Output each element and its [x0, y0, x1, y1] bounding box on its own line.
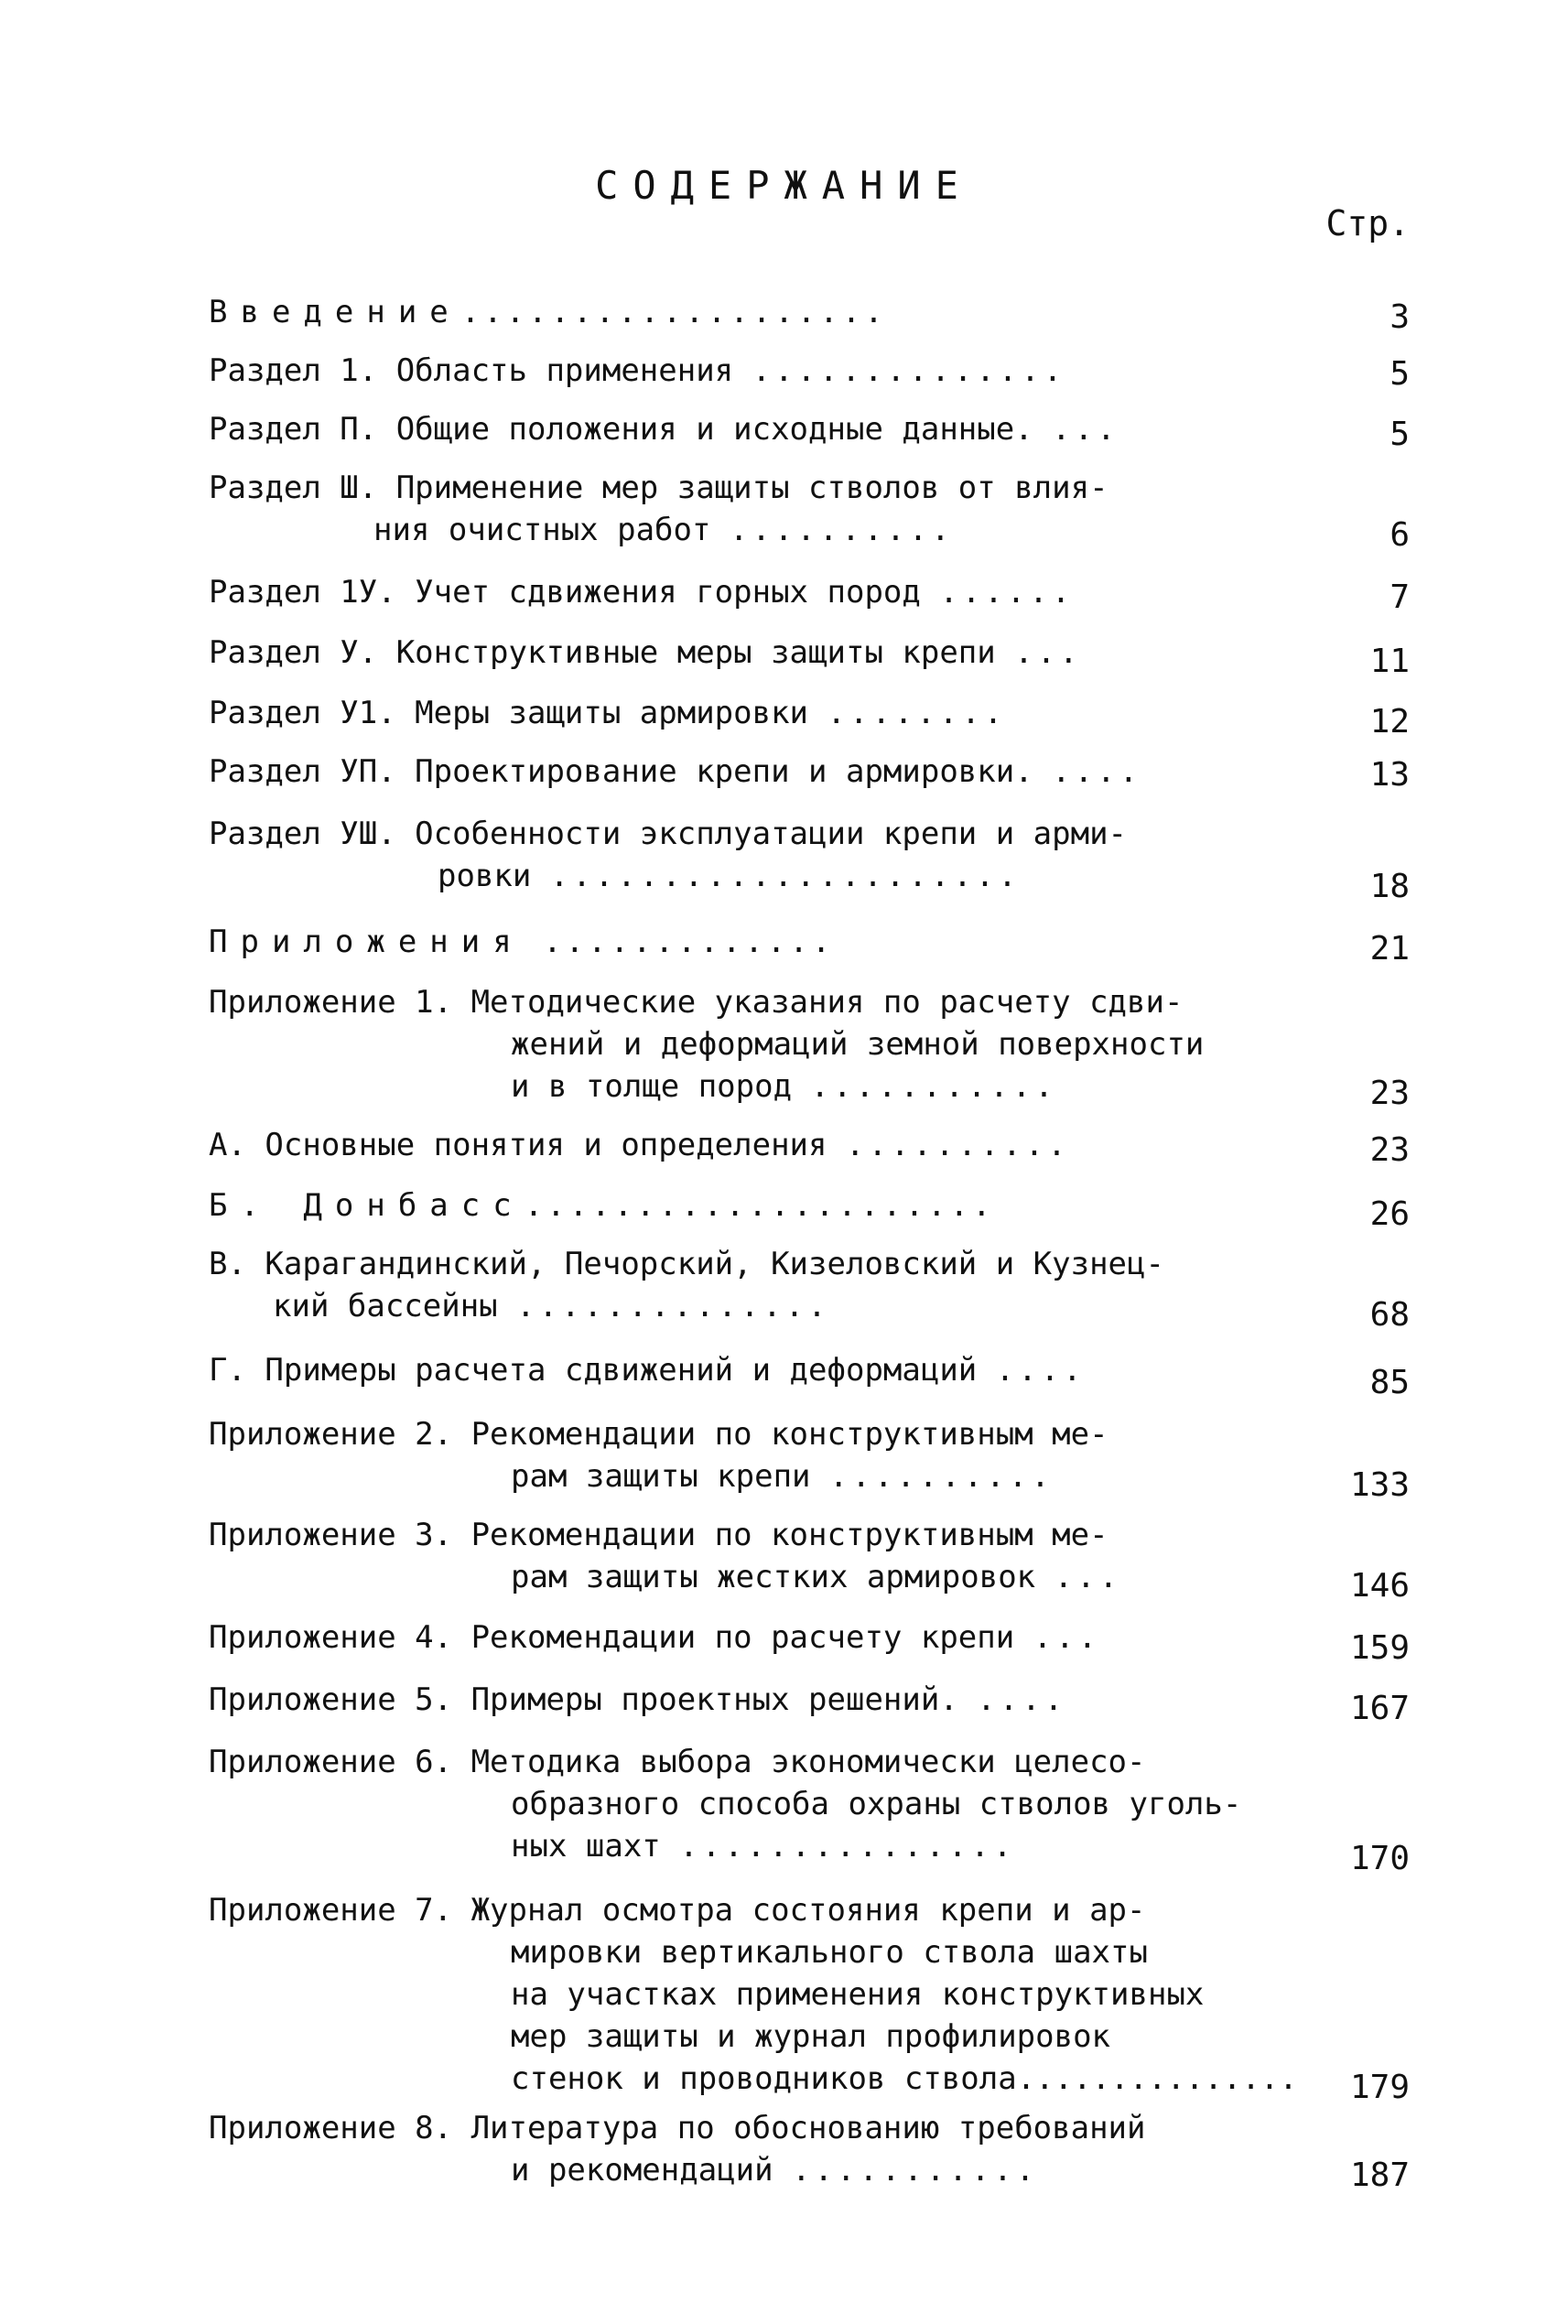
toc-entry-continuation: мер защиты и журнал профилировок [511, 2018, 1111, 2055]
toc-page-number: 179 [1349, 2069, 1410, 2106]
toc-entry-continuation: и рекомендаций [511, 2152, 773, 2189]
toc-page-number: 133 [1349, 1466, 1410, 1504]
toc-page-number: 23 [1369, 1075, 1410, 1112]
toc-leader-dots: .... [1052, 753, 1142, 790]
toc-entry [209, 467, 1410, 554]
toc-leader-dots: ... [1052, 411, 1119, 448]
toc-leader-dots: .... [995, 1352, 1086, 1389]
toc-page-number: 187 [1349, 2156, 1410, 2194]
toc-leader-dots: .......... [729, 512, 954, 548]
toc-page-number: 11 [1369, 643, 1410, 680]
toc-leader-dots: ................... [460, 294, 887, 330]
toc-leader-dots: ........... [810, 1068, 1057, 1105]
toc-entry [209, 1741, 1410, 1877]
toc-entry-title: А. Основные понятия и определения [209, 1127, 827, 1163]
toc-entry-title: Приложение 1. Методические указания по расчету сдви- [209, 984, 1184, 1021]
toc-entry-continuation: и в толще пород [511, 1068, 793, 1105]
toc-entry-title: Приложение 2. Рекомендации по конструктивным ме- [209, 1416, 1108, 1453]
toc-page-number: 5 [1390, 355, 1410, 393]
toc-entry-title: Раздел УШ. Особенности эксплуатации крепи и арми- [209, 816, 1128, 852]
toc-leader-dots: ... [1014, 634, 1082, 671]
toc-entry-continuation: ровки [438, 858, 532, 894]
toc-entry-title: Приложение 3. Рекомендации по конструктивным ме- [209, 1517, 1108, 1553]
toc-leader-dots: ........... [792, 2152, 1039, 2189]
toc-entry [209, 921, 1410, 967]
toc-entry [209, 2107, 1410, 2194]
toc-page-number: 18 [1369, 868, 1410, 905]
toc-entry-continuation: рам защиты жестких армировок [511, 1559, 1036, 1595]
toc-leader-dots: .... [977, 1681, 1067, 1718]
toc-entry [209, 1889, 1410, 2106]
toc-entry-continuation: жений и деформаций земной поверхности [511, 1026, 1205, 1063]
toc-page-number: 13 [1369, 756, 1410, 794]
toc-entry-title: Приложение 5. Примеры проектных решений. [209, 1681, 958, 1718]
toc-entry-title: Раздел 1У. Учет сдвижения горных пород [209, 574, 921, 611]
toc-leader-dots: .............. [752, 352, 1066, 389]
toc-entry-title: Приложение 8. Литература по обоснованию требований [209, 2110, 1146, 2146]
toc-page-number: 6 [1390, 516, 1410, 554]
toc-entry [209, 1679, 1410, 1727]
toc-entry-title: Раздел 1. Область применения [209, 352, 734, 389]
toc-leader-dots: .......... [846, 1127, 1070, 1163]
toc-entry-title: Б. Донбасс [209, 1187, 524, 1224]
toc-leader-dots: ... [1033, 1619, 1101, 1656]
toc-leader-dots: ..................... [549, 858, 1021, 894]
toc-entry [209, 1349, 1410, 1401]
toc-entry [209, 692, 1410, 740]
toc-entry [209, 1184, 1410, 1233]
toc-leader-dots: ...... [939, 574, 1075, 611]
page-column-label: Стр. [1325, 203, 1410, 243]
toc-leader-dots: ... [1054, 1559, 1122, 1595]
toc-entry [209, 1616, 1410, 1667]
toc-page-number: 170 [1349, 1840, 1410, 1877]
toc-entry-continuation: ния очистных работ [373, 512, 711, 548]
toc-entry-title: Приложение 4. Рекомендации по расчету крепи [209, 1619, 1015, 1656]
toc-page-number: 146 [1349, 1567, 1410, 1605]
toc-page-number: 3 [1390, 298, 1410, 336]
toc-page-number: 5 [1390, 416, 1410, 453]
toc-entry [209, 1124, 1410, 1169]
toc-page-number: 23 [1369, 1131, 1410, 1169]
page-title: СОДЕРЖАНИЕ [595, 163, 973, 208]
toc-entry [209, 813, 1410, 905]
toc-entry-title: Приложения [209, 924, 524, 960]
toc-entry-title: Раздел У. Конструктивные меры защиты крепи [209, 634, 996, 671]
toc-entry-title: Раздел У1. Меры защиты армировки [209, 695, 809, 731]
toc-entry-continuation: на участках применения конструктивных [511, 1976, 1205, 2013]
toc-entry-title: Введение [209, 294, 461, 330]
toc-entry [209, 1243, 1410, 1334]
toc-entry [209, 1514, 1410, 1605]
toc-page-number: 7 [1390, 578, 1410, 616]
toc-entry [209, 571, 1410, 616]
toc-entry [209, 751, 1410, 793]
toc-entry-title: Приложение 6. Методика выбора экономически целесо- [209, 1744, 1146, 1780]
toc-entry [209, 1413, 1410, 1504]
toc-leader-dots: ..................... [524, 1187, 995, 1224]
toc-page-number: 26 [1369, 1195, 1410, 1233]
toc-entry [209, 632, 1410, 680]
toc-page-number: 85 [1369, 1364, 1410, 1401]
toc-entry-title: В. Карагандинский, Печорский, Кизеловский и Кузнец- [209, 1246, 1164, 1282]
toc-leader-dots: ............. [543, 924, 835, 960]
toc-entry-continuation: кий бассейны [273, 1288, 498, 1324]
toc-leader-dots: ............... [679, 1828, 1016, 1865]
toc-page-number: 68 [1369, 1296, 1410, 1334]
toc-leader-dots: ........ [827, 695, 1007, 731]
toc-entry-title: Приложение 7. Журнал осмотра состояния крепи и ар- [209, 1892, 1146, 1929]
toc-entry-title: Раздел П. Общие положения и исходные данные. [209, 411, 1033, 448]
toc-page-number: 167 [1349, 1690, 1410, 1727]
toc-entry-title: Г. Примеры расчета сдвижений и деформаций [209, 1352, 978, 1389]
toc-entry-continuation: рам защиты крепи [511, 1458, 811, 1495]
toc-page-number: 21 [1369, 930, 1410, 967]
toc-entry-continuation: мировки вертикального ствола шахты [511, 1934, 1148, 1971]
toc-entry-title: Раздел Ш. Применение мер защиты стволов от влия- [209, 470, 1108, 506]
toc-page-number: 159 [1349, 1629, 1410, 1667]
toc-entry [209, 408, 1410, 453]
toc-entry-continuation: стенок и проводников ствола [511, 2060, 1017, 2097]
toc-entry [209, 350, 1410, 392]
toc-entry [209, 981, 1410, 1112]
toc-page-number: 12 [1369, 703, 1410, 740]
toc-entry [209, 291, 1410, 336]
toc-entry-continuation: ных шахт [511, 1828, 661, 1865]
toc-leader-dots: ............... [1016, 2060, 1298, 2097]
toc-entry-continuation: образного способа охраны стволов уголь- [511, 1786, 1242, 1822]
toc-leader-dots: .......... [829, 1458, 1054, 1495]
toc-entry-title: Раздел УП. Проектирование крепи и армировки. [209, 753, 1033, 790]
toc-leader-dots: .............. [516, 1288, 830, 1324]
